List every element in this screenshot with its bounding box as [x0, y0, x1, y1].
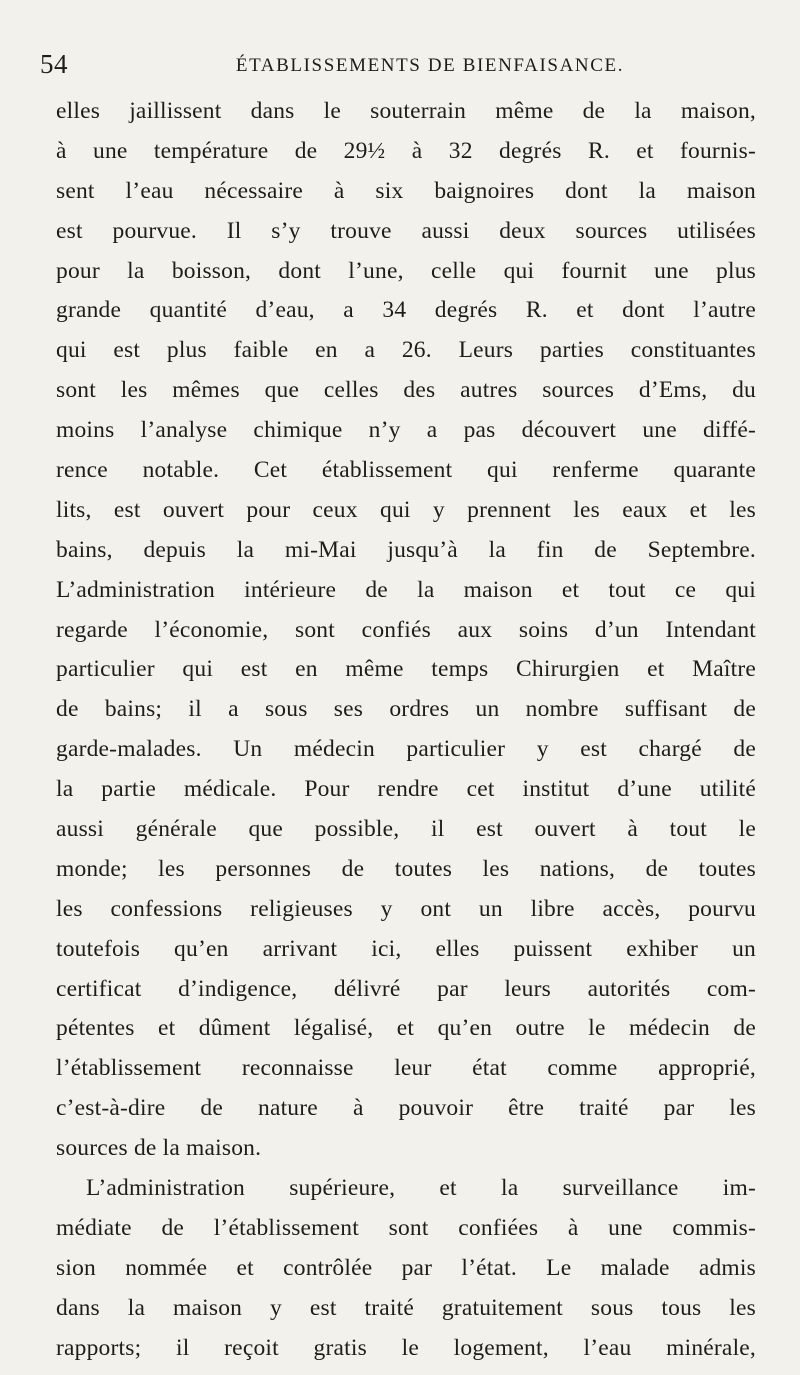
text-line: médiate de l’établissement sont confiées à une commis-: [56, 1214, 756, 1241]
text-line: dans la maison y est traité gratuitement sous tous les: [56, 1294, 756, 1321]
paragraph-end-line: sources de la maison.: [56, 1135, 262, 1162]
running-title: ÉTABLISSEMENTS DE BIENFAISANCE.: [235, 55, 625, 76]
text-line: L’administration intérieure de la maison et tout ce qui: [56, 576, 756, 603]
text-line: c’est-à-dire de nature à pouvoir être traité par les: [56, 1095, 756, 1122]
text-line: pour la boisson, dont l’une, celle qui fournit une plus: [56, 257, 756, 284]
text-line: rapports; il reçoit gratis le logement, l’eau minérale,: [56, 1334, 756, 1361]
text-line: rence notable. Cet établissement qui renferme quarante: [56, 457, 756, 484]
body-text: [56, 92, 756, 1369]
text-line: toutefois qu’en arrivant ici, elles puissent exhiber un: [56, 935, 756, 962]
text-line: est pourvue. Il s’y trouve aussi deux sources utilisées: [56, 217, 756, 244]
text-line: la partie médicale. Pour rendre cet institut d’une utilité: [56, 776, 756, 803]
text-line: garde-malades. Un médecin particulier y est chargé de: [56, 736, 756, 763]
running-head: [40, 46, 760, 82]
text-line: sion nommée et contrôlée par l’état. Le malade admis: [56, 1254, 756, 1281]
text-line: à une température de 29½ à 32 degrés R. et fournis-: [56, 137, 756, 164]
text-line: les confessions religieuses y ont un libre accès, pourvu: [56, 895, 756, 922]
text-line: elles jaillissent dans le souterrain même de la maison,: [56, 98, 756, 124]
text-line: lits, est ouvert pour ceux qui y prennent les eaux et les: [56, 496, 756, 523]
text-line: sont les mêmes que celles des autres sources d’Ems, du: [56, 377, 756, 404]
text-line: monde; les personnes de toutes les nations, de toutes: [56, 855, 756, 882]
text-line: regarde l’économie, sont confiés aux soins d’un Intendant: [56, 616, 756, 643]
page-number: 54: [40, 49, 68, 79]
text-line: grande quantité d’eau, a 34 degrés R. et dont l’autre: [56, 297, 756, 324]
text-line: aussi générale que possible, il est ouvert à tout le: [56, 816, 756, 843]
paragraph-start-line: L’administration supérieure, et la surveillance im-: [86, 1175, 756, 1202]
text-line: pétentes et dûment légalisé, et qu’en outre le médecin de: [56, 1015, 756, 1042]
text-line: particulier qui est en même temps Chirurgien et Maître: [56, 656, 756, 683]
text-line: moins l’analyse chimique n’y a pas découvert une diffé-: [56, 417, 756, 444]
text-line: certificat d’indigence, délivré par leurs autorités com-: [56, 975, 756, 1002]
text-line: l’établissement reconnaisse leur état comme approprié,: [56, 1055, 756, 1082]
text-line: sent l’eau nécessaire à six baignoires dont la maison: [56, 177, 756, 204]
text-line: qui est plus faible en a 26. Leurs parties constituantes: [56, 337, 756, 364]
text-line: de bains; il a sous ses ordres un nombre suffisant de: [56, 696, 756, 723]
text-line: bains, depuis la mi-Mai jusqu’à la fin de Septembre.: [56, 536, 756, 563]
